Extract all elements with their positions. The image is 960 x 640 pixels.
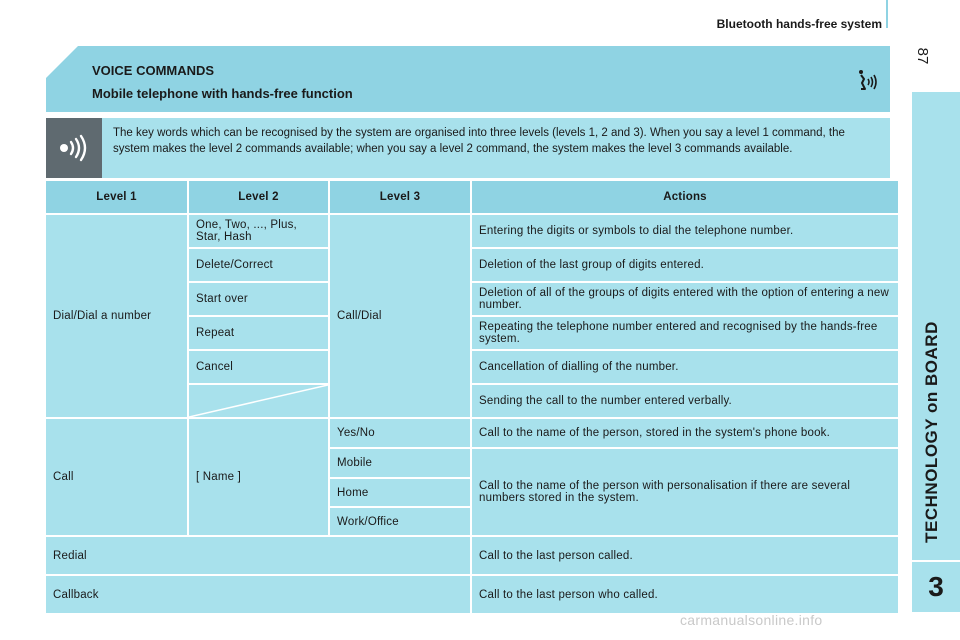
call-multi-action-cell: Call to the name of the person with personalisation if there are several numbers stored in the system. (472, 449, 898, 535)
callback-command-cell: Callback (46, 576, 470, 613)
dial-action-cell: Sending the call to the number entered verbally. (472, 385, 898, 417)
intro-text: The key words which can be recognised by the system are organised into three levels (levels 1, 2 and 3). When you say a level 1 command, the system makes the level 2 commands available; when you say a level 2 command, the system makes the level 3 commands available. (113, 127, 845, 155)
call-level1-cell: Call (46, 419, 187, 535)
call-level2-cell: [ Name ] (189, 419, 328, 535)
dial-action-cell: Repeating the telephone number entered and recognised by the hands-free system. (472, 317, 898, 349)
empty-level2-cell (189, 385, 328, 417)
page-number: 87 (914, 47, 932, 65)
dial-action-cell: Deletion of the last group of digits entered. (472, 249, 898, 281)
section-title: Bluetooth hands-free system (716, 17, 882, 31)
call-action-cell: Call to the name of the person, stored in the system's phone book. (472, 419, 898, 447)
chapter-number: 3 (912, 562, 960, 612)
watermark-text: carmanualsonline.info (680, 612, 823, 628)
dial-level2-cell: Start over (189, 283, 328, 315)
dial-level2-cell: One, Two, ..., Plus, Star, Hash (189, 215, 328, 247)
chapter-label: TECHNOLOGY on BOARD (922, 321, 941, 543)
call-level3-cell: Work/Office (330, 508, 470, 535)
dial-action-cell: Deletion of all of the groups of digits entered with the option of entering a new number. (472, 283, 898, 315)
banner-title: VOICE COMMANDS (92, 63, 215, 78)
voice-commands-table (46, 181, 892, 601)
dial-level2-cell: Repeat (189, 317, 328, 349)
header-level-3: Level 3 (330, 181, 470, 213)
empty-cell-diagonal (189, 385, 328, 417)
call-level3-cell: Yes/No (330, 419, 470, 447)
voice-command-icon (852, 67, 882, 97)
header-actions: Actions (472, 181, 898, 213)
intro-icon-cell (46, 118, 102, 178)
dial-level3-cell: Call/Dial (330, 215, 470, 417)
dial-level1-cell: Dial/Dial a number (46, 215, 187, 417)
dial-action-cell: Entering the digits or symbols to dial the telephone number. (472, 215, 898, 247)
dial-action-cell: Cancellation of dialling of the number. (472, 351, 898, 383)
voice-commands-banner (46, 46, 890, 112)
speaker-sound-icon (56, 134, 92, 162)
redial-command-cell: Redial (46, 537, 470, 574)
dial-level2-cell: Delete/Correct (189, 249, 328, 281)
callback-action-cell: Call to the last person who called. (472, 576, 898, 613)
dial-level2-cell: Cancel (189, 351, 328, 383)
redial-action-cell: Call to the last person called. (472, 537, 898, 574)
header-level-1: Level 1 (46, 181, 187, 213)
header-level-2: Level 2 (189, 181, 328, 213)
header-rule (886, 0, 888, 28)
call-level3-cell: Mobile (330, 449, 470, 477)
call-level3-cell: Home (330, 479, 470, 506)
banner-subtitle: Mobile telephone with hands-free function (92, 86, 353, 101)
